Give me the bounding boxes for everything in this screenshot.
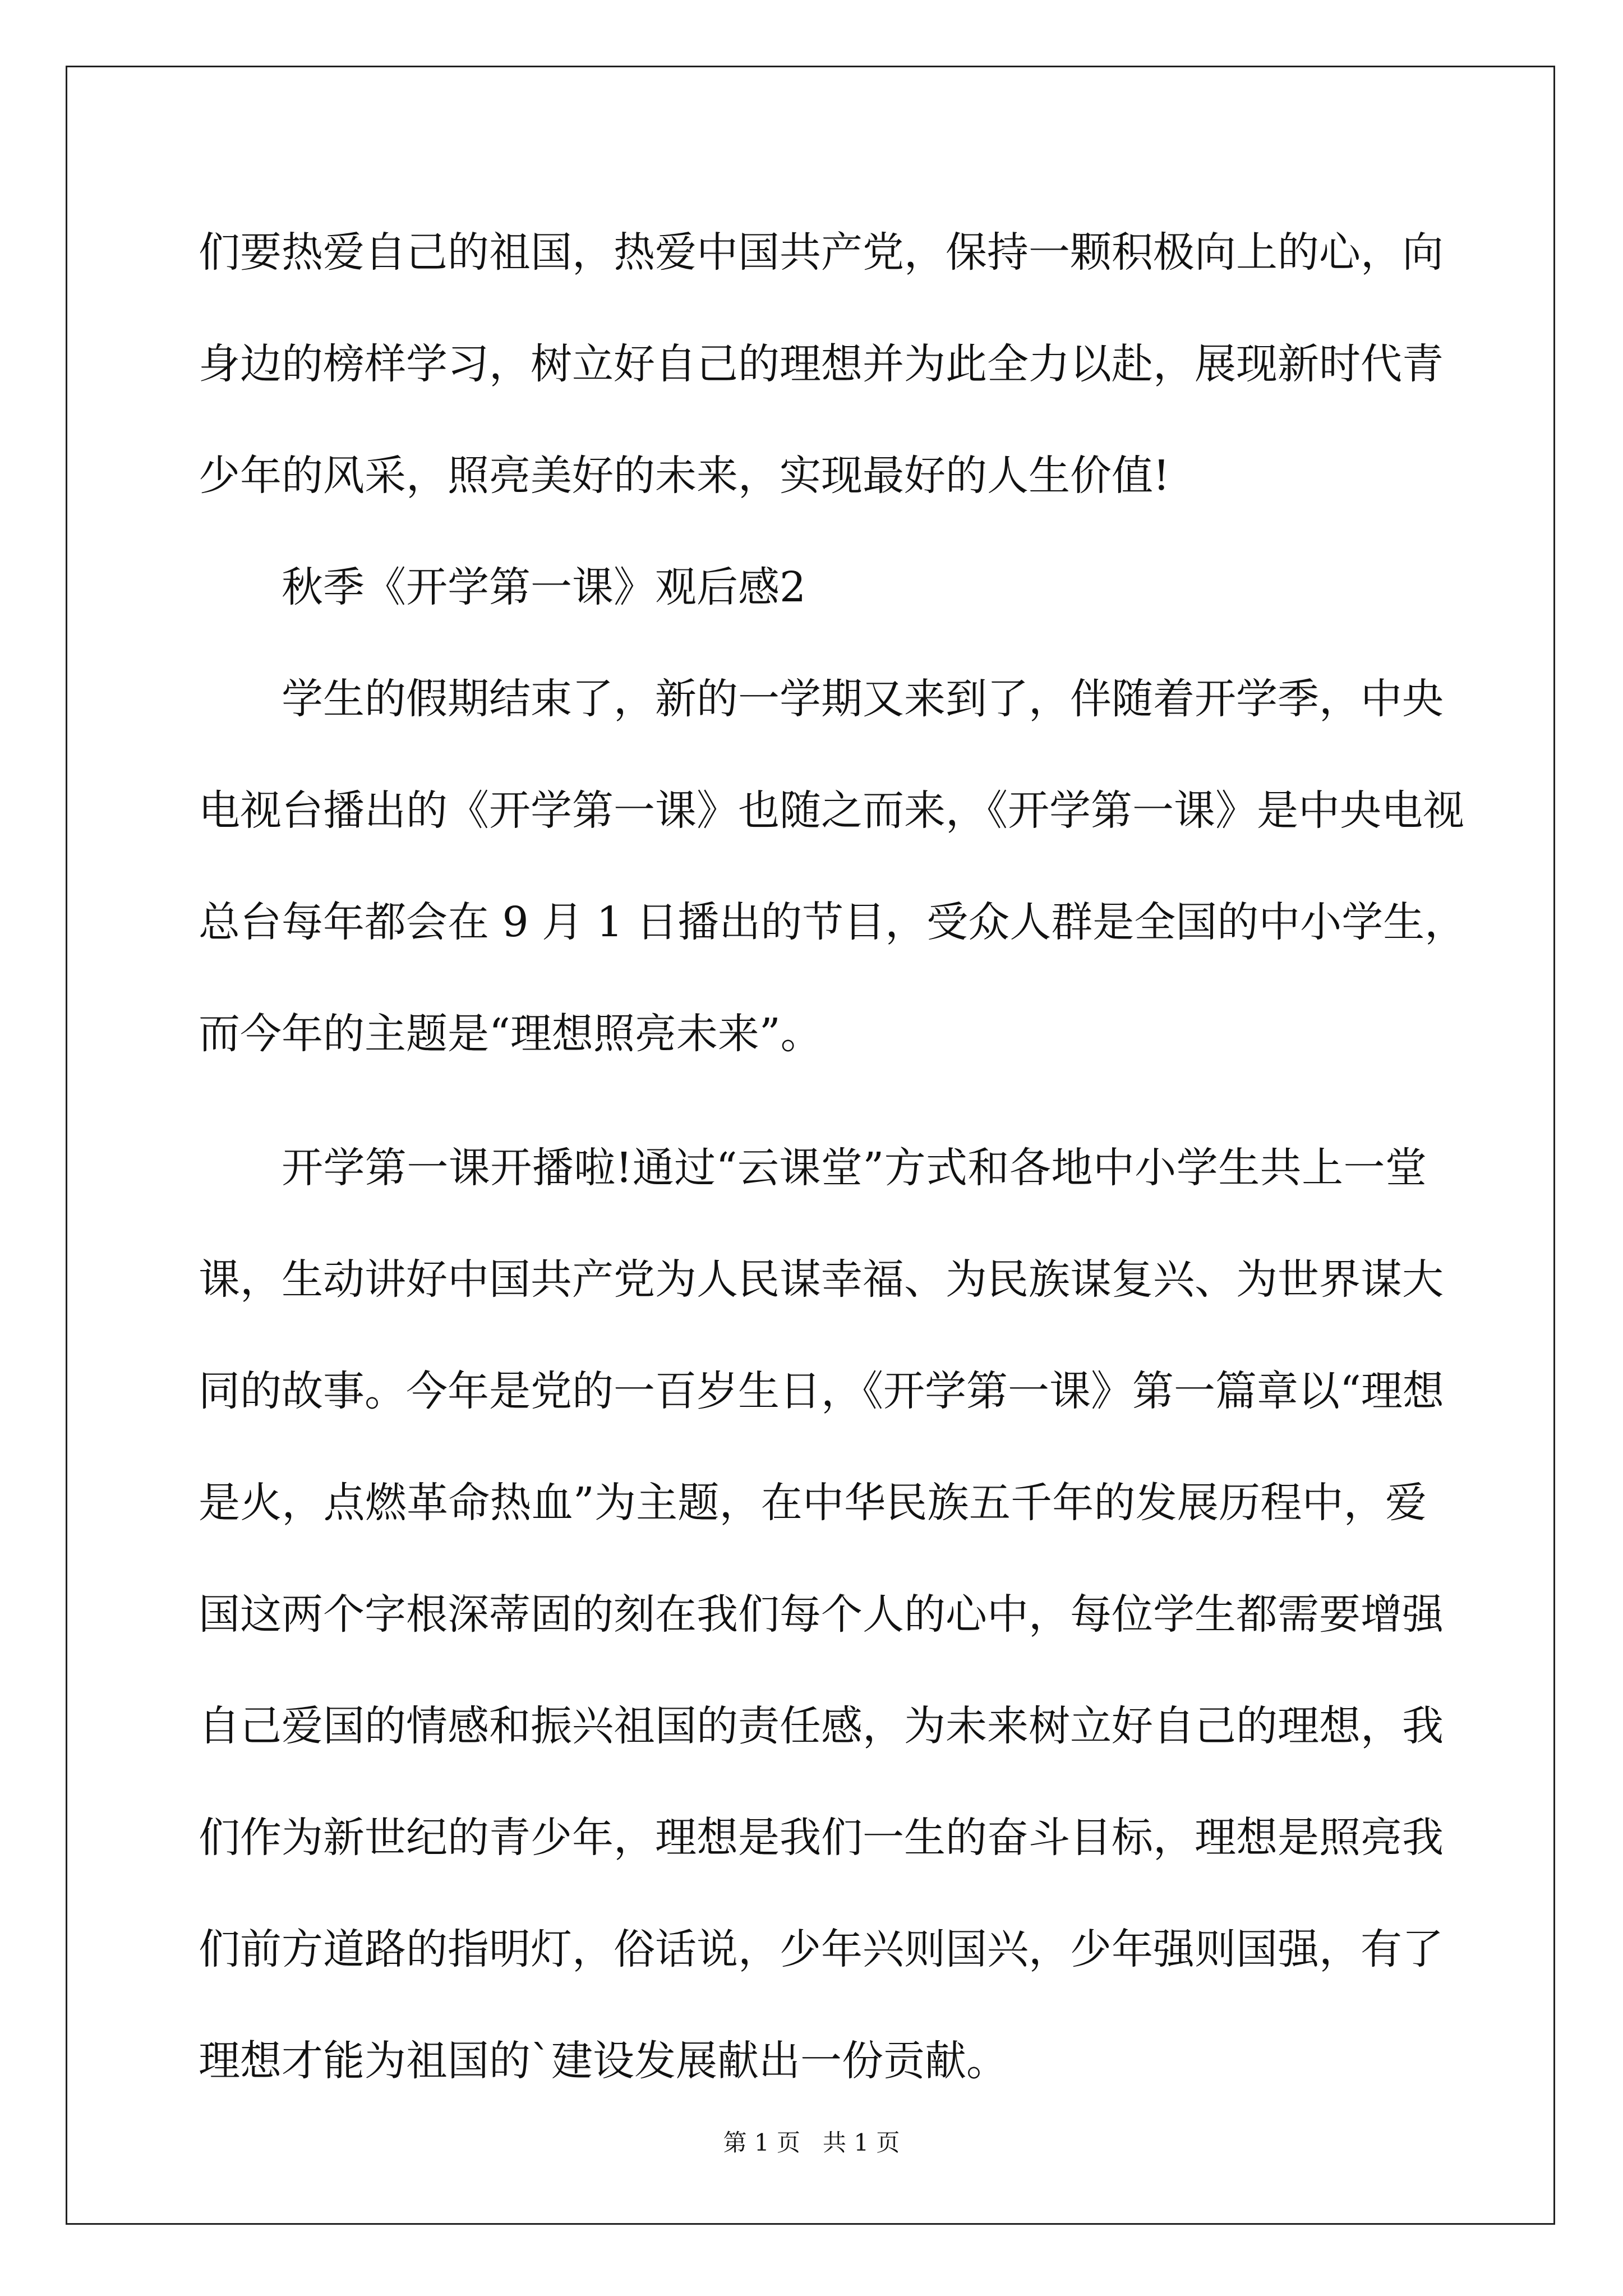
text-line: 少年的风采，照亮美好的未来，实现最好的人生价值! xyxy=(199,452,1170,500)
page-number-current: 第 1 页 xyxy=(723,2129,800,2156)
text-line: 课，生动讲好中国共产党为人民谋幸福、为民族谋复兴、为世界谋大 xyxy=(199,1255,1444,1304)
text-line: 身边的榜样学习，树立好自己的理想并为此全力以赴，展现新时代青 xyxy=(199,340,1444,388)
page-footer xyxy=(0,2126,1623,2160)
text-line: 们前方道路的指明灯，俗话说，少年兴则国兴，少年强则国强，有了 xyxy=(199,1925,1444,1973)
paragraph-3 xyxy=(199,1123,1444,2128)
text-line: 理想才能为祖国的`建设发展献出一份贡献。 xyxy=(199,2037,1008,2085)
text-line: 同的故事。今年是党的一百岁生日，《开学第一课》第一篇章以“理想 xyxy=(199,1367,1444,1415)
text-line: 学生的假期结束了，新的一学期又来到了，伴随着开学季，中央 xyxy=(282,675,1444,723)
text-line: 们作为新世纪的青少年，理想是我们一生的奋斗目标，理想是照亮我 xyxy=(199,1814,1444,1862)
text-line: 电视台播出的《开学第一课》也随之而来，《开学第一课》是中央电视 xyxy=(199,786,1464,835)
paragraph-2 xyxy=(199,654,1467,1101)
paragraph-spacer xyxy=(199,1101,1427,1123)
page-number-total: 共 1 页 xyxy=(823,2129,900,2156)
text-line: 们要热爱自己的祖国，热爱中国共产党，保持一颗积极向上的心，向 xyxy=(199,228,1444,277)
section-heading xyxy=(199,542,1427,654)
text-line: 而今年的主题是“理想照亮未来”。 xyxy=(199,1010,822,1058)
heading-text: 秋季《开学第一课》观后感2 xyxy=(282,563,806,611)
text-line: 自己爱国的情感和振兴祖国的责任感，为未来树立好自己的理想，我 xyxy=(199,1702,1444,1750)
text-line: 国这两个字根深蒂固的刻在我们每个人的心中，每位学生都需要增强 xyxy=(199,1590,1444,1639)
document-body xyxy=(199,208,1467,2128)
text-line: 开学第一课开播啦!通过“云课堂”方式和各地中小学生共上一堂 xyxy=(282,1144,1427,1192)
text-line: 是火，点燃革命热血”为主题，在中华民族五千年的发展历程中，爱 xyxy=(199,1479,1427,1527)
paragraph-1 xyxy=(199,208,1444,542)
text-line: 总台每年都会在 9 月 1 日播出的节目，受众人群是全国的中小学生， xyxy=(199,898,1467,946)
